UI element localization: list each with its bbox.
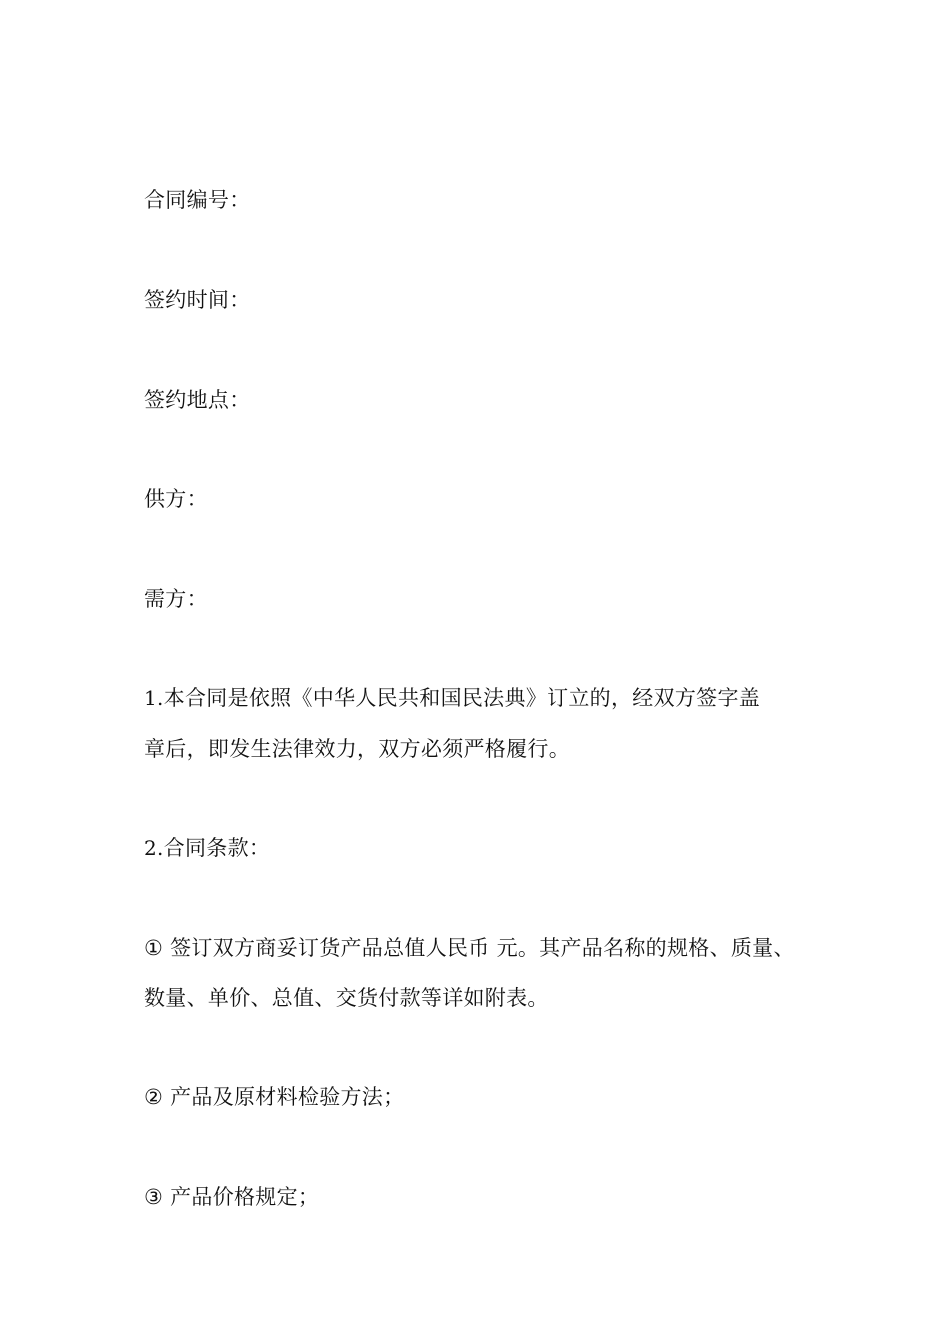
item-1-line-1: ① 签订双方商妥订货产品总值人民币 元。其产品名称的规格、质量、: [144, 936, 795, 960]
clause-2-heading: [144, 836, 270, 860]
signing-place-field: 签约地点：: [144, 388, 251, 412]
clause-1-line-1: [144, 686, 760, 710]
item-2: ② 产品及原材料检验方法；: [144, 1085, 405, 1109]
item-3: ③ 产品价格规定；: [144, 1185, 320, 1209]
buyer-field: 需方：: [144, 587, 208, 611]
signing-time-field: 签约时间：: [144, 288, 251, 312]
clause-2-number: 2.: [144, 836, 164, 860]
contract-number-field: 合同编号：: [144, 188, 251, 212]
clause-1-text-1: 本合同是依照《中华人民共和国民法典》订立的，经双方签字盖: [163, 686, 761, 710]
clause-2-title: 合同条款：: [163, 836, 271, 860]
item-1-line-2: 数量、单价、总值、交货付款等详如附表。: [144, 986, 549, 1010]
clause-1-line-2: 章后，即发生法律效力，双方必须严格履行。: [144, 737, 570, 761]
supplier-field: 供方：: [144, 487, 208, 511]
clause-1-number: 1.: [144, 686, 164, 710]
